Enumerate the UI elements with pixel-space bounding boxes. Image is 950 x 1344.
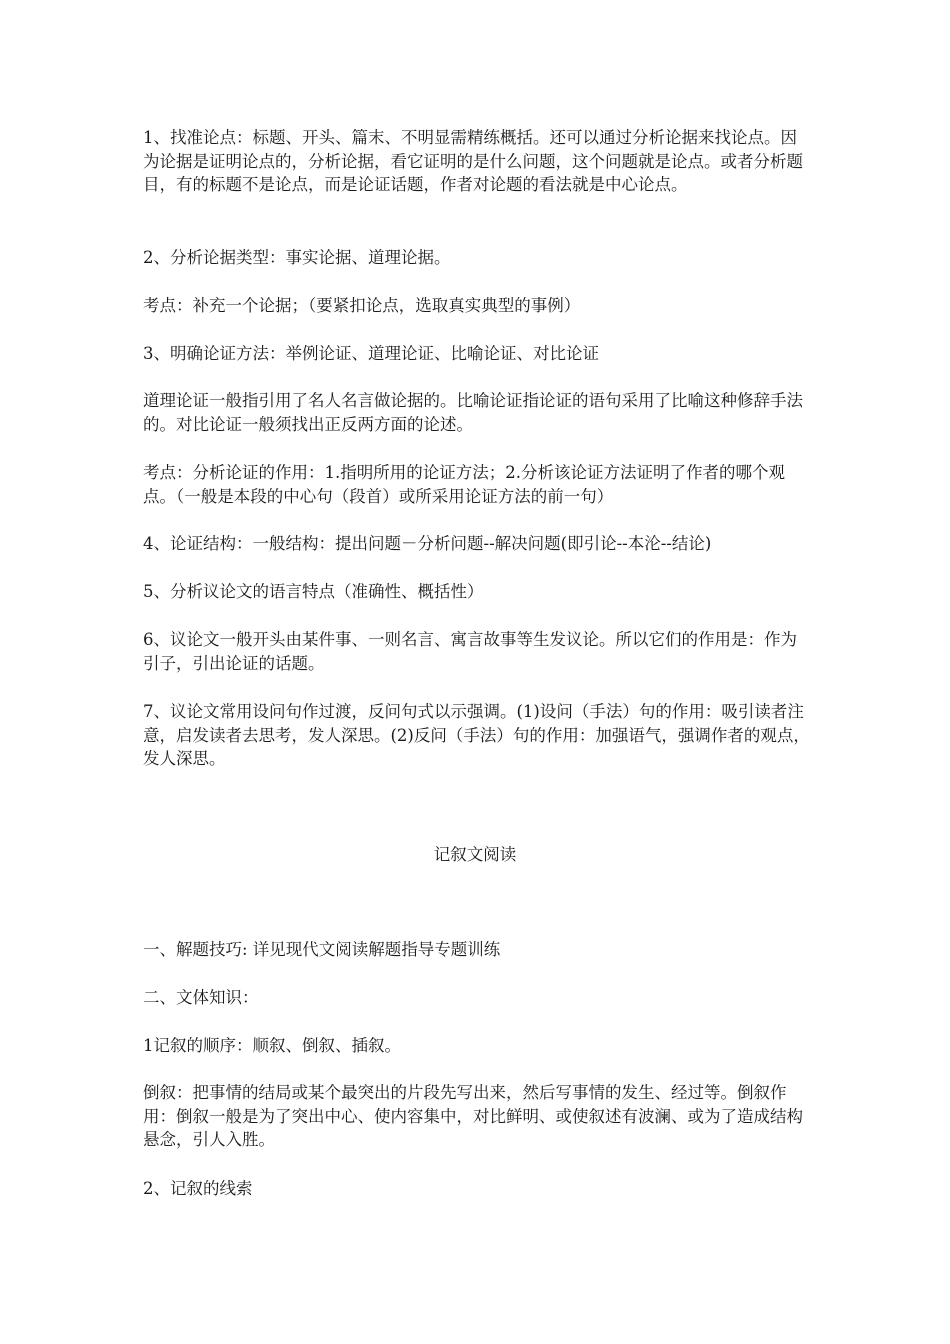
- paragraph-argument-structure: 4、论证结构：一般结构：提出问题－分析问题--解决问题(即引论--本沦--结论): [143, 534, 712, 553]
- paragraph-exam-point-evidence: 考点：补充一个论据；（要紧扣论点，选取真实典型的事例）: [143, 296, 581, 315]
- paragraph-find-thesis: 1、找准论点：标题、开头、篇末、不明显需精练概括。还可以通过分析论据来找论点。因为论据是证明论点的，分析论据，看它证明的是什么问题，这个问题就是论点。或者分析题目，有的标题不是论点，而是论证话题，作者对论题的看法就是中心论点。: [143, 128, 803, 194]
- paragraph-exam-point-methods: 考点：分析论证的作用：1.指明所用的论证方法；2.分析该论证方法证明了作者的哪个观点。（一般是本段的中心句（段首）或所采用论证方法的前一句）: [143, 463, 785, 506]
- paragraph-solving-tips: 一、解题技巧: 详见现代文阅读解题指导专题训练: [143, 940, 501, 959]
- paragraph-argument-methods: 3、明确论证方法：举例论证、道理论证、比喻论证、对比论证: [143, 344, 599, 363]
- paragraph-genre-knowledge: 二、文体知识：: [143, 988, 259, 1007]
- paragraph-rhetorical-questions: 7、议论文常用设问句作过渡，反问句式以示强调。(1)设问（手法）句的作用：吸引读者注意，启发读者去思考，发人深思。(2)反问（手法）句的作用：加强语气，强调作者的观点，发人深思。: [143, 702, 810, 768]
- paragraph-narrative-order: 1记叙的顺序：顺叙、倒叙、插叙。: [143, 1036, 401, 1055]
- section-title-narrative-reading: 记叙文阅读: [433, 845, 517, 864]
- paragraph-flashback: 倒叙：把事情的结局或某个最突出的片段先写出来，然后写事情的发生、经过等。倒叙作用：倒叙一般是为了突出中心、使内容集中，对比鲜明、或使叙述有波澜、或为了造成结构悬念，引人入胜。: [143, 1083, 803, 1149]
- paragraph-opening-function: 6、议论文一般开头由某件事、一则名言、寓言故事等生发议论。所以它们的作用是：作为引子，引出论证的话题。: [143, 630, 797, 673]
- paragraph-methods-explained: 道理论证一般指引用了名人名言做论据的。比喻论证指论证的语句采用了比喻这种修辞手法的。对比论证一般须找出正反两方面的论述。: [143, 391, 803, 434]
- paragraph-narrative-clue: 2、记叙的线索: [143, 1179, 253, 1198]
- paragraph-evidence-types: 2、分析论据类型：事实论据、道理论据。: [143, 248, 451, 267]
- paragraph-language-features: 5、分析议论文的语言特点（准确性、概括性）: [143, 582, 484, 601]
